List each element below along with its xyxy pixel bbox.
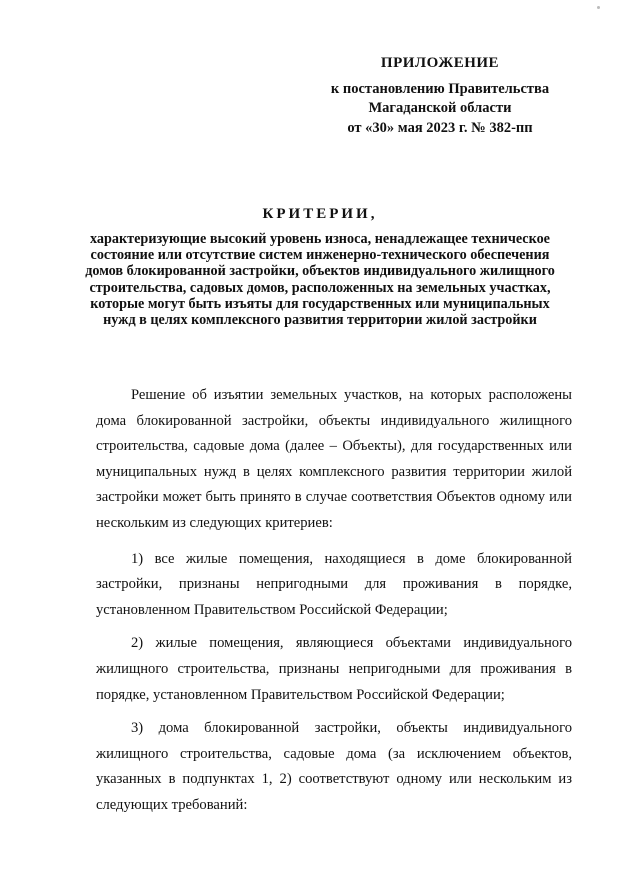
appendix-line-2: Магаданской области (368, 100, 512, 116)
document-body (96, 383, 572, 827)
appendix-heading: ПРИЛОЖЕНИЕ (380, 55, 500, 71)
paragraph-item-1: 1) все жилые помещения, находящиеся в доме блокированной застройки, признаны непригодными для проживания в порядке, установленном Правительством Российской Федерации; (96, 550, 572, 618)
paragraph-item-3: 3) дома блокированной застройки, объекты индивидуального жилищного строительства, садовые дома (за исключением объектов, указанных в подпунктах 1, 2) соответствуют одному или нескольким из следующих требований: (96, 720, 572, 813)
document-title: КРИТЕРИИ, (262, 206, 378, 222)
appendix-line-1: к постановлению Правительства (330, 80, 550, 97)
paragraph-intro: Решение об изъятии земельных участков, на которых расположены дома блокированной застройки, объекты индивидуального жилищного строительства, садовые дома (далее – Объекты), для государственных или муниципальных нужд в целях комплексного развития территории жилой застройки может быть принято в случае соответствия Объектов одному или нескольким из следующих критериев: (96, 387, 572, 531)
scan-speck (597, 6, 600, 9)
appendix-block (300, 54, 580, 138)
document-subtitle: характеризующие высокий уровень износа, ненадлежащее техническое состояние или отсутствие систем инженерно-технического обеспечения домов блокированной застройки, объектов индивидуального жилищного строительства, садовых домов, расположенных на земельных участках, которые могут быть изъяты для государственных или муниципальных нужд в целях комплексного развития территории жилой застройки (85, 231, 555, 329)
paragraph-item-2: 2) жилые помещения, являющиеся объектами индивидуального жилищного строительства, признаны непригодными для проживания в порядке, установленном Правительством Российской Федерации; (96, 635, 572, 703)
appendix-line-3: от «30» мая 2023 г. № 382-пп (347, 119, 533, 136)
